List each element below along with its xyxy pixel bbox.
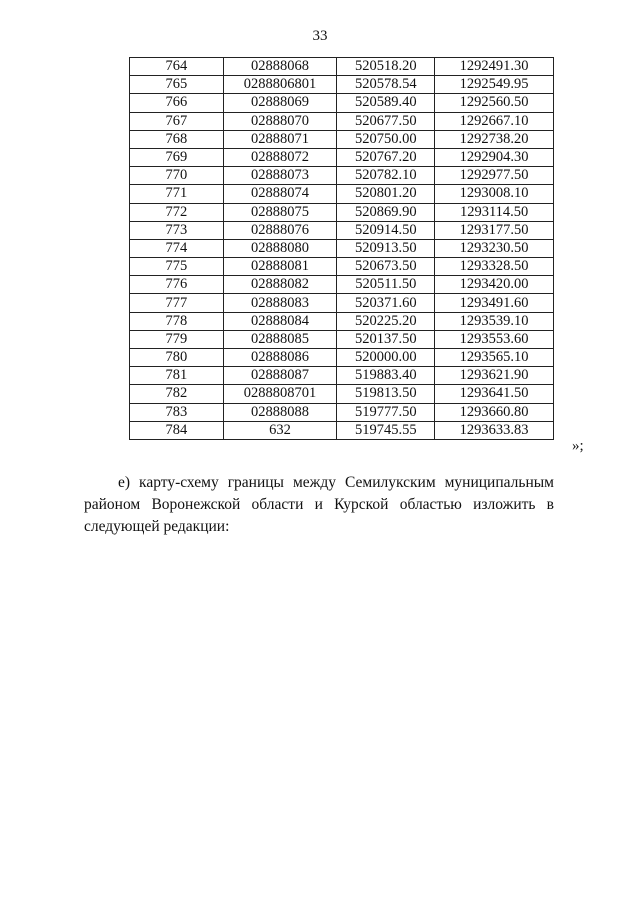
- table-row: [130, 221, 554, 239]
- y-coordinate-cell: 1293621.90: [435, 367, 554, 385]
- point-id-cell: 02888081: [223, 258, 337, 276]
- point-id-cell: 02888086: [223, 349, 337, 367]
- point-number-cell: 767: [130, 112, 224, 130]
- table-row: [130, 94, 554, 112]
- table-row: [130, 112, 554, 130]
- point-number-cell: 773: [130, 221, 224, 239]
- y-coordinate-cell: 1292549.95: [435, 76, 554, 94]
- y-coordinate-cell: 1292904.30: [435, 148, 554, 166]
- coordinates-table-body: [130, 58, 554, 440]
- x-coordinate-cell: 519777.50: [337, 403, 435, 421]
- x-coordinate-cell: 519745.55: [337, 421, 435, 439]
- point-number-cell: 766: [130, 94, 224, 112]
- point-id-cell: 0288806801: [223, 76, 337, 94]
- table-row: [130, 349, 554, 367]
- x-coordinate-cell: 520578.54: [337, 76, 435, 94]
- y-coordinate-cell: 1293114.50: [435, 203, 554, 221]
- table-row: [130, 167, 554, 185]
- point-number-cell: 768: [130, 130, 224, 148]
- point-id-cell: 02888072: [223, 148, 337, 166]
- x-coordinate-cell: 520750.00: [337, 130, 435, 148]
- table-row: [130, 203, 554, 221]
- table-row: [130, 276, 554, 294]
- point-number-cell: 780: [130, 349, 224, 367]
- point-number-cell: 784: [130, 421, 224, 439]
- table-row: [130, 148, 554, 166]
- table-row: [130, 130, 554, 148]
- coordinates-table: [129, 57, 554, 440]
- table-row: [130, 185, 554, 203]
- x-coordinate-cell: 520137.50: [337, 330, 435, 348]
- point-number-cell: 777: [130, 294, 224, 312]
- body-paragraph: [84, 472, 554, 538]
- table-row: [130, 258, 554, 276]
- point-id-cell: 02888076: [223, 221, 337, 239]
- y-coordinate-cell: 1292738.20: [435, 130, 554, 148]
- point-number-cell: 782: [130, 385, 224, 403]
- point-number-cell: 781: [130, 367, 224, 385]
- point-id-cell: 02888075: [223, 203, 337, 221]
- table-row: [130, 385, 554, 403]
- point-number-cell: 772: [130, 203, 224, 221]
- x-coordinate-cell: 519813.50: [337, 385, 435, 403]
- point-id-cell: 02888071: [223, 130, 337, 148]
- y-coordinate-cell: 1293641.50: [435, 385, 554, 403]
- closing-quote: »;: [572, 438, 584, 454]
- y-coordinate-cell: 1292977.50: [435, 167, 554, 185]
- point-number-cell: 764: [130, 58, 224, 76]
- table-row: [130, 367, 554, 385]
- point-number-cell: 774: [130, 239, 224, 257]
- point-id-cell: 02888083: [223, 294, 337, 312]
- point-number-cell: 771: [130, 185, 224, 203]
- point-number-cell: 765: [130, 76, 224, 94]
- y-coordinate-cell: 1293633.83: [435, 421, 554, 439]
- x-coordinate-cell: 520782.10: [337, 167, 435, 185]
- point-number-cell: 776: [130, 276, 224, 294]
- y-coordinate-cell: 1293491.60: [435, 294, 554, 312]
- x-coordinate-cell: 520914.50: [337, 221, 435, 239]
- point-id-cell: 02888080: [223, 239, 337, 257]
- point-id-cell: 02888074: [223, 185, 337, 203]
- point-number-cell: 778: [130, 312, 224, 330]
- y-coordinate-cell: 1293565.10: [435, 349, 554, 367]
- x-coordinate-cell: 520371.60: [337, 294, 435, 312]
- page-number: 33: [312, 28, 328, 44]
- x-coordinate-cell: 520801.20: [337, 185, 435, 203]
- table-row: [130, 330, 554, 348]
- point-id-cell: 02888069: [223, 94, 337, 112]
- x-coordinate-cell: 520225.20: [337, 312, 435, 330]
- y-coordinate-cell: 1293177.50: [435, 221, 554, 239]
- table-row: [130, 76, 554, 94]
- point-id-cell: 02888085: [223, 330, 337, 348]
- table-row: [130, 294, 554, 312]
- x-coordinate-cell: 520589.40: [337, 94, 435, 112]
- point-number-cell: 770: [130, 167, 224, 185]
- y-coordinate-cell: 1293553.60: [435, 330, 554, 348]
- point-id-cell: 02888068: [223, 58, 337, 76]
- table-row: [130, 58, 554, 76]
- point-number-cell: 783: [130, 403, 224, 421]
- point-id-cell: 02888073: [223, 167, 337, 185]
- y-coordinate-cell: 1293420.00: [435, 276, 554, 294]
- y-coordinate-cell: 1293328.50: [435, 258, 554, 276]
- point-number-cell: 769: [130, 148, 224, 166]
- point-id-cell: 0288808701: [223, 385, 337, 403]
- x-coordinate-cell: 519883.40: [337, 367, 435, 385]
- point-number-cell: 775: [130, 258, 224, 276]
- x-coordinate-cell: 520000.00: [337, 349, 435, 367]
- point-id-cell: 02888087: [223, 367, 337, 385]
- x-coordinate-cell: 520511.50: [337, 276, 435, 294]
- table-row: [130, 239, 554, 257]
- x-coordinate-cell: 520673.50: [337, 258, 435, 276]
- y-coordinate-cell: 1292491.30: [435, 58, 554, 76]
- x-coordinate-cell: 520677.50: [337, 112, 435, 130]
- y-coordinate-cell: 1292667.10: [435, 112, 554, 130]
- y-coordinate-cell: 1292560.50: [435, 94, 554, 112]
- point-id-cell: 02888088: [223, 403, 337, 421]
- x-coordinate-cell: 520518.20: [337, 58, 435, 76]
- point-id-cell: 02888084: [223, 312, 337, 330]
- y-coordinate-cell: 1293660.80: [435, 403, 554, 421]
- y-coordinate-cell: 1293539.10: [435, 312, 554, 330]
- x-coordinate-cell: 520913.50: [337, 239, 435, 257]
- point-number-cell: 779: [130, 330, 224, 348]
- point-id-cell: 02888070: [223, 112, 337, 130]
- table-row: [130, 312, 554, 330]
- point-id-cell: 02888082: [223, 276, 337, 294]
- table-row: [130, 421, 554, 439]
- point-id-cell: 632: [223, 421, 337, 439]
- y-coordinate-cell: 1293008.10: [435, 185, 554, 203]
- table-row: [130, 403, 554, 421]
- y-coordinate-cell: 1293230.50: [435, 239, 554, 257]
- x-coordinate-cell: 520767.20: [337, 148, 435, 166]
- x-coordinate-cell: 520869.90: [337, 203, 435, 221]
- paragraph-text: е) карту-схему границы между Семилукским муниципальным районом Воронежской области и Курской областью изложить в следующей редакции:: [84, 474, 554, 535]
